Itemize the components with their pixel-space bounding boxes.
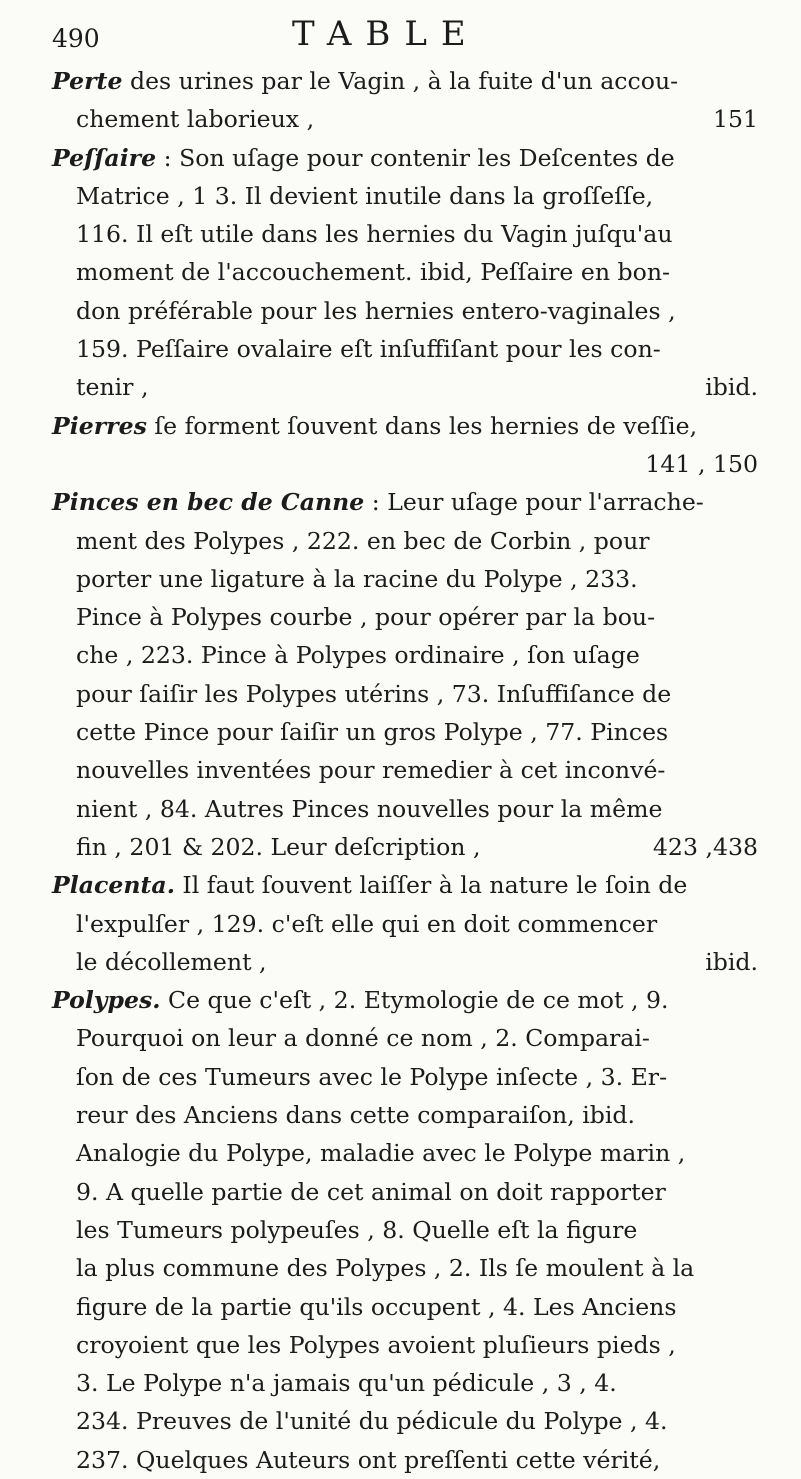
index-line — [52, 636, 758, 674]
index-text: tenir , — [76, 373, 149, 402]
index-line — [52, 790, 758, 828]
index-line — [52, 1058, 758, 1096]
index-text: cette Pince pour ſaiſir un gros Polype , 77. Pinces — [76, 718, 669, 747]
index-text: moment de l'accouchement. ibid, Peſſaire en bon- — [76, 258, 670, 287]
index-text: la plus commune des Polypes , 2. Ils ſe moulent à la — [76, 1254, 695, 1283]
index-line — [52, 215, 758, 253]
index-page-refs: 141 , 150 — [645, 449, 758, 478]
index-text: Il faut ſouvent laiſſer à la nature le ſoin de — [174, 871, 688, 900]
index-text: ſe forment ſouvent dans les hernies de veſſie, — [146, 411, 698, 440]
index-keyword: Pierres — [52, 411, 147, 440]
index-text: 237. Quelques Auteurs ont preſſenti cette vérité, — [76, 1445, 661, 1474]
index-text: 116. Il eſt utile dans les hernies du Vagin juſqu'au — [76, 220, 673, 249]
index-line — [52, 368, 758, 406]
index-line — [52, 751, 758, 789]
index-line — [52, 828, 758, 866]
index-text: Analogie du Polype, maladie avec le Polype marin , — [76, 1139, 686, 1168]
index-line — [52, 1211, 758, 1249]
index-text: : Leur uſage pour l'arrache- — [364, 488, 704, 517]
index-line — [52, 1019, 758, 1057]
index-text: croyoient que les Polypes avoient pluſieurs pieds , — [76, 1330, 676, 1359]
index-text: nient , 84. Autres Pinces nouvelles pour la même — [76, 794, 663, 823]
index-page-refs: ibid. — [705, 947, 758, 976]
index-line — [52, 62, 758, 100]
index-line — [52, 292, 758, 330]
index-page-refs: 151 — [712, 105, 758, 134]
index-text: che , 223. Pince à Polypes ordinaire , ſon uſage — [76, 641, 640, 670]
index-line — [52, 598, 758, 636]
index-keyword: Perte — [52, 67, 123, 95]
index-text: le décollement , — [76, 947, 267, 976]
index-text: l'expulſer , 129. c'eſt elle qui en doit commencer — [76, 909, 658, 938]
index-text: Pince à Polypes courbe , pour opérer par la bou- — [76, 603, 656, 632]
index-line — [52, 139, 758, 177]
index-line — [52, 1134, 758, 1172]
index-text: 159. Peſſaire ovalaire eſt inſuffiſant pour les con- — [76, 335, 661, 364]
index-line — [52, 675, 758, 713]
index-text: don préférable pour les hernies entero-vaginales , — [76, 296, 676, 325]
index-keyword: Polypes. — [52, 986, 161, 1015]
index-line — [52, 1288, 758, 1326]
index-text: ſon de ces Tumeurs avec le Polype inſecte , 3. Er- — [76, 1062, 668, 1091]
index-line — [52, 905, 758, 943]
index-text: des urines par le Vagin , à la fuite d'un accou- — [122, 67, 679, 95]
index-text: porter une ligature à la racine du Polype , 233. — [76, 564, 638, 593]
index-text: Ce que c'eſt , 2. Etymologie de ce mot , 9. — [160, 986, 669, 1015]
index-text: nouvelles inventées pour remedier à cet inconvé- — [76, 756, 666, 785]
index-text: chement laborieux , — [76, 105, 315, 134]
index-text: pour ſaiſir les Polypes utérins , 73. Inſuffiſance de — [76, 679, 672, 708]
index-line — [52, 100, 758, 138]
index-line — [52, 866, 758, 904]
index-text: Matrice , 1 3. Il devient inutile dans la groſſeſſe, — [76, 181, 654, 210]
index-line — [52, 522, 758, 560]
index-text: les Tumeurs polypeuſes , 8. Quelle eſt la figure — [76, 1215, 638, 1244]
index-line — [52, 1249, 758, 1287]
index-text: fin , 201 & 202. Leur deſcription , — [76, 832, 481, 861]
index-text: : Son uſage pour contenir les Deſcentes de — [156, 143, 675, 172]
page-header — [52, 14, 752, 62]
index-line — [52, 943, 758, 981]
index-line — [52, 253, 758, 291]
index-text: 9. A quelle partie de cet animal on doit rapporter — [76, 1177, 666, 1206]
index-line — [52, 1402, 758, 1440]
index-line — [52, 981, 758, 1019]
index-line — [52, 177, 758, 215]
index-text: ment des Polypes , 222. en bec de Corbin , pour — [76, 526, 650, 555]
index-line — [52, 560, 758, 598]
page-number: 490 — [52, 24, 100, 53]
index-keyword: Placenta. — [52, 871, 175, 900]
index-line — [52, 1173, 758, 1211]
index-keyword: Peſſaire — [52, 143, 157, 172]
index-entries — [52, 62, 758, 1479]
index-text: 234. Preuves de l'unité du pédicule du Polype , 4. — [76, 1407, 668, 1436]
index-text: reur des Anciens dans cette comparaiſon, ibid. — [76, 1101, 636, 1130]
index-line — [52, 1096, 758, 1134]
index-line — [52, 1364, 758, 1402]
index-text: Pourquoi on leur a donné ce nom , 2. Comparai- — [76, 1024, 650, 1053]
index-line — [52, 713, 758, 751]
index-page-refs: ibid. — [705, 373, 758, 402]
index-line — [52, 1326, 758, 1364]
index-line — [52, 330, 758, 368]
index-keyword: Pinces en bec de Canne — [52, 488, 365, 517]
index-text: figure de la partie qu'ils occupent , 4. Les Anciens — [76, 1292, 677, 1321]
index-text: 3. Le Polype n'a jamais qu'un pédicule , 3 , 4. — [76, 1369, 617, 1398]
index-line — [52, 483, 758, 521]
index-line — [52, 407, 758, 445]
index-page-refs: 423 ,438 — [652, 832, 758, 861]
index-line — [52, 445, 758, 483]
running-title: TABLE — [292, 14, 480, 54]
index-line — [52, 1441, 758, 1479]
